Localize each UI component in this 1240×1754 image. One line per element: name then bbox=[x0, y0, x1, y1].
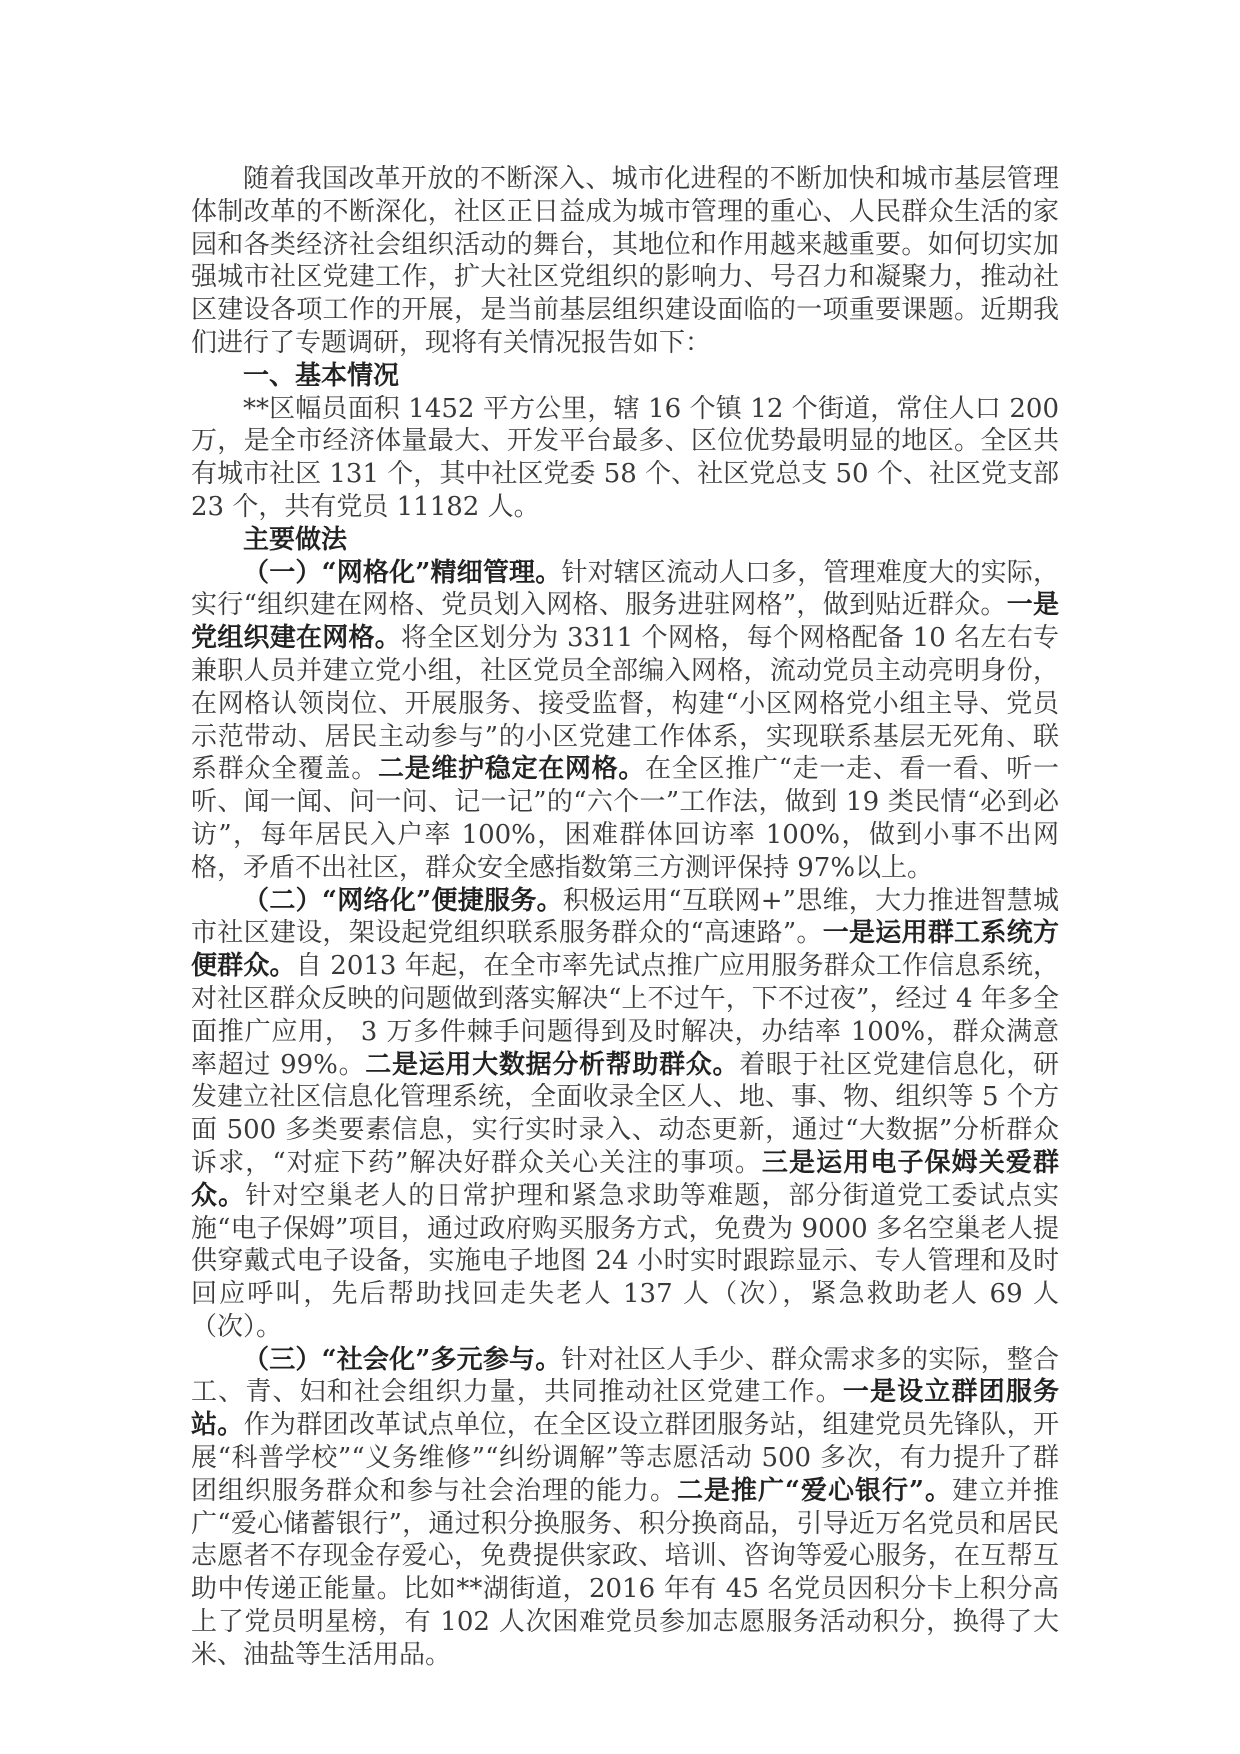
bold-text: 三是运用电子保姆关爱群众。 bbox=[191, 1147, 1059, 1211]
paragraph-text: 作为群团改革试点单位，在全区设立群团服务站，组建党员先锋队，开展“科普学校”“义务维修”“纠纷调解”等志愿活动 500 多次，有力提升了群团组织服务群众和参与社会治理的能力。 bbox=[191, 1410, 1059, 1506]
paragraph-text: 着眼于社区党建信息化，研发建立社区信息化管理系统，全面收录全区人、地、事、物、组织等 5 个方面 500 多类要素信息，实行实时录入、动态更新，通过“大数据”分析群众诉求，“对症下药”解决好群众关心关注的事项。 bbox=[191, 1049, 1059, 1178]
body-paragraph bbox=[191, 393, 1059, 524]
paragraph-text: **区幅员面积 1452 平方公里，辖 16 个镇 12 个街道，常住人口 200 万，是全市经济体量最大、开发平台最多、区位优势最明显的地区。全区共有城市社区 131 个，其中社区党委 58 个、社区党总支 50 个、社区党支部 23 个，共有党员 11182 人。 bbox=[191, 393, 1059, 522]
bold-text: （一）“网格化”精细管理。 bbox=[243, 557, 562, 588]
paragraph-text: 自 2013 年起，在全市率先试点推广应用服务群众工作信息系统，对社区群众反映的问题做到落实解决“上不过午，下不过夜”，经过 4 年多全面推广应用， 3 万多件棘手问题得到及时解决，办结率 100%，群众满意率超过 99%。 bbox=[191, 951, 1059, 1080]
bold-text: 二是运用大数据分析帮助群众。 bbox=[365, 1049, 740, 1080]
bold-text: 一是设立群团服务站。 bbox=[191, 1377, 1059, 1441]
paragraph-text: 积极运用“互联网+”思维，大力推进智慧城市社区建设，架设起党组织联系服务群众的“高速路”。 bbox=[191, 885, 1059, 949]
paragraph-text: 随着我国改革开放的不断深入、城市化进程的不断加快和城市基层管理体制改革的不断深化，社区正日益成为城市管理的重心、人民群众生活的家园和各类经济社会组织活动的舞台，其地位和作用越来越重要。如何切实加强城市社区党建工作，扩大社区党组织的影响力、号召力和凝聚力，推动社区建设各项工作的开展，是当前基层组织建设面临的一项重要课题。近期我们进行了专题调研，现将有关情况报告如下： bbox=[191, 164, 1059, 358]
document-page bbox=[191, 163, 1059, 1672]
bold-text: （二）“网络化”便捷服务。 bbox=[243, 885, 563, 916]
paragraph-text: 针对辖区流动人口多，管理难度大的实际，实行“组织建在网格、党员划入网格、服务进驻网格”，做到贴近群众。 bbox=[191, 557, 1059, 621]
bold-text: （三）“社会化”多元参与。 bbox=[243, 1344, 562, 1375]
section-heading bbox=[191, 360, 1059, 393]
body-paragraph bbox=[191, 557, 1059, 885]
bold-text: 一是运用群工系统方便群众。 bbox=[191, 918, 1059, 982]
section-heading bbox=[191, 524, 1059, 557]
paragraph-text: 将全区划分为 3311 个网格，每个网格配备 10 名左右专兼职人员并建立党小组，社区党员全部编入网格，流动党员主动亮明身份，在网格认领岗位、开展服务、接受监督，构建“小区网格党小组主导、党员示范带动、居民主动参与”的小区党建工作体系，实现联系基层无死角、联系群众全覆盖。 bbox=[191, 623, 1059, 785]
bold-text: 主要做法 bbox=[243, 524, 348, 555]
bold-text: 二是维护稳定在网格。 bbox=[377, 754, 646, 785]
paragraph-text: 在全区推广“走一走、看一看、听一听、闻一闻、问一问、记一记”的“六个一”工作法，做到 19 类民情“必到必访”，每年居民入户率 100%，困难群体回访率 100%，做到小事不出网格，矛盾不出社区，群众安全感指数第三方测评保持 97%以上。 bbox=[191, 754, 1059, 883]
body-paragraph bbox=[191, 1344, 1059, 1672]
paragraph-text: 针对社区人手少、群众需求多的实际，整合工、青、妇和社会组织力量，共同推动社区党建工作。 bbox=[191, 1344, 1059, 1408]
bold-text: 二是推广“爱心银行”。 bbox=[677, 1475, 952, 1506]
paragraph-text: 建立并推广“爱心储蓄银行”，通过积分换服务、积分换商品，引导近万名党员和居民志愿者不存现金存爱心，免费提供家政、培训、咨询等爱心服务，在互帮互助中传递正能量。比如**湖街道，2016 年有 45 名党员因积分卡上积分高上了党员明星榜，有 102 人次困难党员参加志愿服务活动积分，换得了大米、油盐等生活用品。 bbox=[191, 1475, 1059, 1670]
bold-text: 一是党组织建在网格。 bbox=[191, 590, 1059, 654]
body-paragraph bbox=[191, 885, 1059, 1344]
body-paragraph bbox=[191, 163, 1059, 360]
paragraph-text: 针对空巢老人的日常护理和紧急求助等难题，部分街道党工委试点实施“电子保姆”项目，通过政府购买服务方式，免费为 9000 多名空巢老人提供穿戴式电子设备，实施电子地图 24 小时实时跟踪显示、专人管理和及时回应呼叫，先后帮助找回走失老人 137 人（次），紧急救助老人 69 人（次）。 bbox=[191, 1180, 1059, 1342]
bold-text: 一、基本情况 bbox=[243, 360, 400, 391]
